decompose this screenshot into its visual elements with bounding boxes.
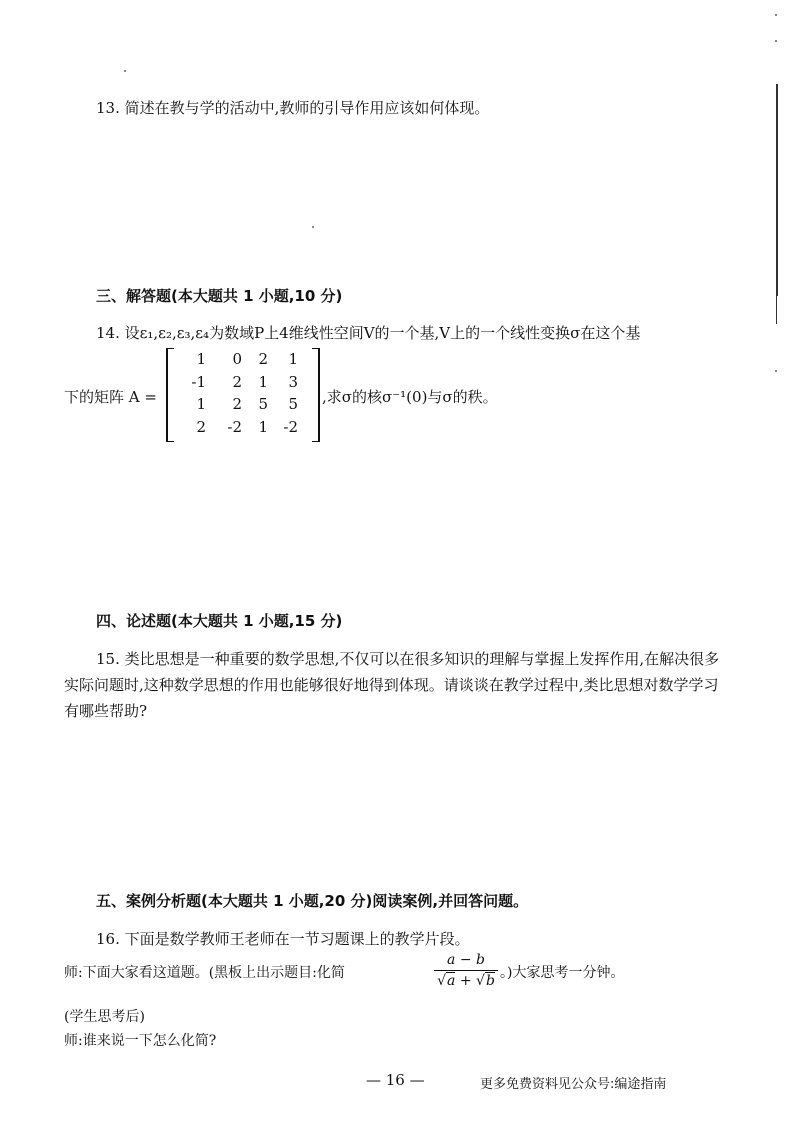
scan-dot (775, 14, 777, 16)
matrix-cell: 5 (288, 395, 298, 413)
plus-sign: + (455, 973, 477, 989)
matrix-cell: -1 (191, 372, 206, 391)
matrix-cell: 1 (258, 372, 268, 391)
dialogue-line-teacher-1-end: 。)大家思考一分钟。 (500, 965, 625, 981)
scan-dot (124, 70, 126, 72)
matrix-cell: -2 (227, 417, 242, 436)
section-4-title: 四、论述题(本大题共 1 小题,15 分) (96, 612, 343, 630)
matrix-cell: 2 (196, 417, 206, 436)
matrix-cell: -2 (283, 417, 298, 436)
page-number: — 16 — (366, 1071, 425, 1089)
matrix-cell: 0 (232, 350, 242, 368)
dialogue-line-students: (学生思考后) (64, 1009, 145, 1025)
matrix-cell: 3 (288, 372, 298, 391)
question-16-intro: 16. 下面是数学教师王老师在一节习题课上的教学片段。 (96, 930, 470, 948)
sqrt-a: a (447, 973, 456, 989)
fraction (434, 951, 498, 990)
matrix-A (166, 348, 320, 442)
matrix-cell: 5 (258, 395, 268, 413)
scan-dot (775, 40, 777, 42)
matrix-cell: 1 (196, 395, 206, 413)
dialogue-line-teacher-1: 师:下面大家看这道题。(黑板上出示题目:化简 (64, 965, 345, 981)
matrix-cell: 1 (196, 350, 206, 368)
matrix-cell: 2 (232, 395, 242, 413)
sqrt-b: b (485, 973, 495, 989)
scan-edge-line (776, 84, 778, 296)
question-13: 13. 简述在教与学的活动中,教师的引导作用应该如何体现。 (96, 99, 490, 117)
matrix-cell: 1 (258, 417, 268, 436)
section-5-title: 五、案例分析题(本大题共 1 小题,20 分)阅读案例,并回答问题。 (96, 892, 529, 910)
question-15: 15. 类比思想是一种重要的数学思想,不仅可以在很多知识的理解与掌握上发挥作用,在解决很多实际问题时,这种数学思想的作用也能够很好地得到体现。请谈谈在教学过程中,类比思想对数学学习有哪些帮助? (64, 650, 720, 720)
footer-note: 更多免费资料见公众号:编途指南 (480, 1077, 667, 1092)
question-14-suffix: ,求σ的核σ⁻¹(0)与σ的秩。 (322, 388, 498, 406)
dialogue-line-teacher-2: 师:谁来说一下怎么化简? (64, 1033, 217, 1049)
fraction-numerator: a − b (447, 952, 485, 968)
scan-dot (775, 370, 777, 372)
matrix-cell: 2 (258, 350, 268, 368)
section-3-title: 三、解答题(本大题共 1 小题,10 分) (96, 287, 343, 305)
question-14-prefix: 下的矩阵 A = (64, 388, 157, 406)
fraction-bar (434, 970, 498, 971)
matrix-cell: 1 (288, 350, 298, 368)
matrix-cell: 2 (232, 372, 242, 391)
fraction-denominator: √a + √b (437, 973, 495, 989)
question-14-line1: 14. 设ε₁,ε₂,ε₃,ε₄为数域P上4维线性空间V的一个基,V上的一个线性变换σ在这个基 (96, 324, 641, 342)
scan-dot (312, 226, 314, 228)
matrix-grid (174, 350, 302, 440)
scan-edge-line (776, 296, 777, 324)
